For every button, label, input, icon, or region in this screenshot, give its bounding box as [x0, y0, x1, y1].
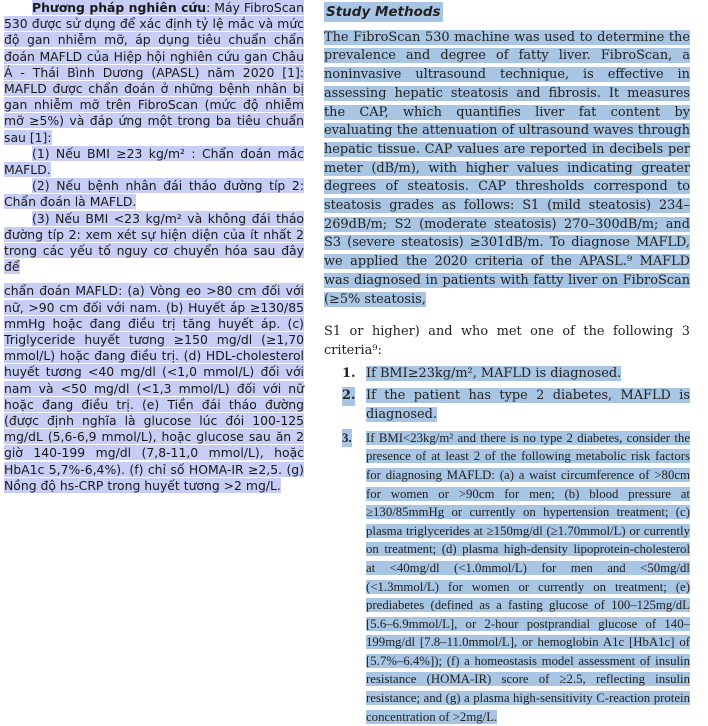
criterion-3-en: 3. If BMI<23kg/m² and there is no type 2 diabetes, consider the presence of at least 2 of the following metabolic risk factors for diagnosing MAFLD: (a) a waist circumference of >80cm for women or >90cm for men; (b) blood pressure at ≥130/85mmHg or currently on hypertension treatment; (c) plasma triglycerides at ≥150mg/dl (≥1.70mmol/L) or currently on treatment; (d) plasma high-density lipoprotein-cholesterol at <40mg/dl (<1.0mmol/L) for men and <50mg/dl (<1.3mmol/L) for women or currently on treatment; (e) prediabetes (defined as a fasting glucose of 100–125mg/dL [5.6–6.9mmol/L], or 2-hour postprandial glucose of 140–199mg/dl [7.8–11.0mmol/L], or hemoglobin A1c [HbA1c] of [5.7%–6.4%]); (f) a homeostasis model assessment of insulin resistance (HOMA-IR) score of ≥2.5, reflecting insulin resistance; and (g) a plasma high-sensitivity C-reaction protein concentration of >2mg/L.: [342, 430, 690, 724]
criterion-2-vi: (2) Nếu bệnh nhân đái tháo đường típ 2: Chẩn đoán là MAFLD.: [4, 178, 304, 210]
criterion-1-vi: (1) Nếu BMI ≥23 kg/m² : Chẩn đoán mắc MAFLD.: [4, 145, 304, 178]
vietnamese-column: [4, 0, 304, 494]
english-column: [324, 0, 690, 726]
criteria-list-en: [324, 365, 690, 726]
methods-paragraph-en: The FibroScan 530 machine was used to determine the prevalence and degree of fatty liver. FibroScan, a noninvasive ultrasound technique, is effective in assessing hepatic steatosis and fibrosis. It measures the CAP, which quantifies liver fat content by evaluating the attenuation of ultrasound waves through hepatic tissue. CAP values are reported in decibels per meter (dB/m), with higher values indicating greater degrees of steatosis. CAP thresholds correspond to steatosis grades as follows: S1 (mild steatosis) 234–269dB/m; S2 (moderate steatosis) 270–300dB/m; and S3 (severe steatosis) ≥301dB/m. To diagnose MAFLD, we applied the 2020 criteria of the APASL.⁹ MAFLD was diagnosed in patients with fatty liver on FibroScan (≥5% steatosis,: [324, 29, 690, 307]
criterion-2-en: 2. If the patient has type 2 diabetes, MAFLD is diagnosed.: [342, 388, 690, 423]
criterion-3-continued-vi: chẩn đoán MAFLD: (a) Vòng eo >80 cm đối với nữ, >90 cm đối với nam. (b) Huyết áp ≥130/85 mmHg hoặc đang điều trị tăng huyết áp. (c) Triglyceride huyết tương ≥150 mg/dl (≥1,70 mmol/L) hoặc đang điều trị. (d) HDL-cholesterol huyết tương <40 mg/dl (<1,0 mmol/L) đối với nam và <50 mg/dl (<1,3 mmol/L) đối với nữ hoặc đang điều trị. (e) Tiền đái tháo đường (được định nghĩa là glucose lúc đói 100-125 mg/dL (5,6-6,9 mmol/L), hoặc glucose sau ăn 2 giờ 140-199 mg/dl (7,8-11,0 mmol/L), hoặc HbA1c 5,7%-6,4%). (f) chỉ số HOMA-IR ≥2,5. (g) Nồng độ hs-CRP trong huyết tương >2 mg/L.: [4, 283, 304, 493]
methods-heading-vi: Phương pháp nghiên cứu: [32, 0, 207, 15]
criteria-intro-en: S1 or higher) and who met one of the following 3 criteria⁹:: [324, 324, 690, 358]
criterion-1-en: 1. If BMI≥23kg/m², MAFLD is diagnosed.: [342, 365, 622, 381]
intro-text-vi: : Máy FibroScan 530 được sử dụng để xác định tỷ lệ mắc và mức độ gan nhiễm mỡ, áp dụng tiêu chuẩn chẩn đoán MAFLD của Hiệp hội nghiên cứu gan Châu Á - Thái Bình Dương (APASL) năm 2020 [1]: MAFLD được chẩn đoán ở những bệnh nhân bị gan nhiễm mỡ trên FibroScan (mức độ nhiễm mỡ ≥5%) và đáp ứng một trong ba tiêu chuẩn sau [1]:: [4, 0, 304, 145]
methods-heading-en: Study Methods: [326, 4, 441, 20]
methods-intro-vi: [4, 0, 304, 146]
criterion-3-vi: (3) Nếu BMI <23 kg/m² và không đái tháo đường típ 2: xem xét sự hiện diện của ít nhất 2 trong các yếu tố nguy cơ chuyển hóa sau đây để: [4, 210, 304, 275]
